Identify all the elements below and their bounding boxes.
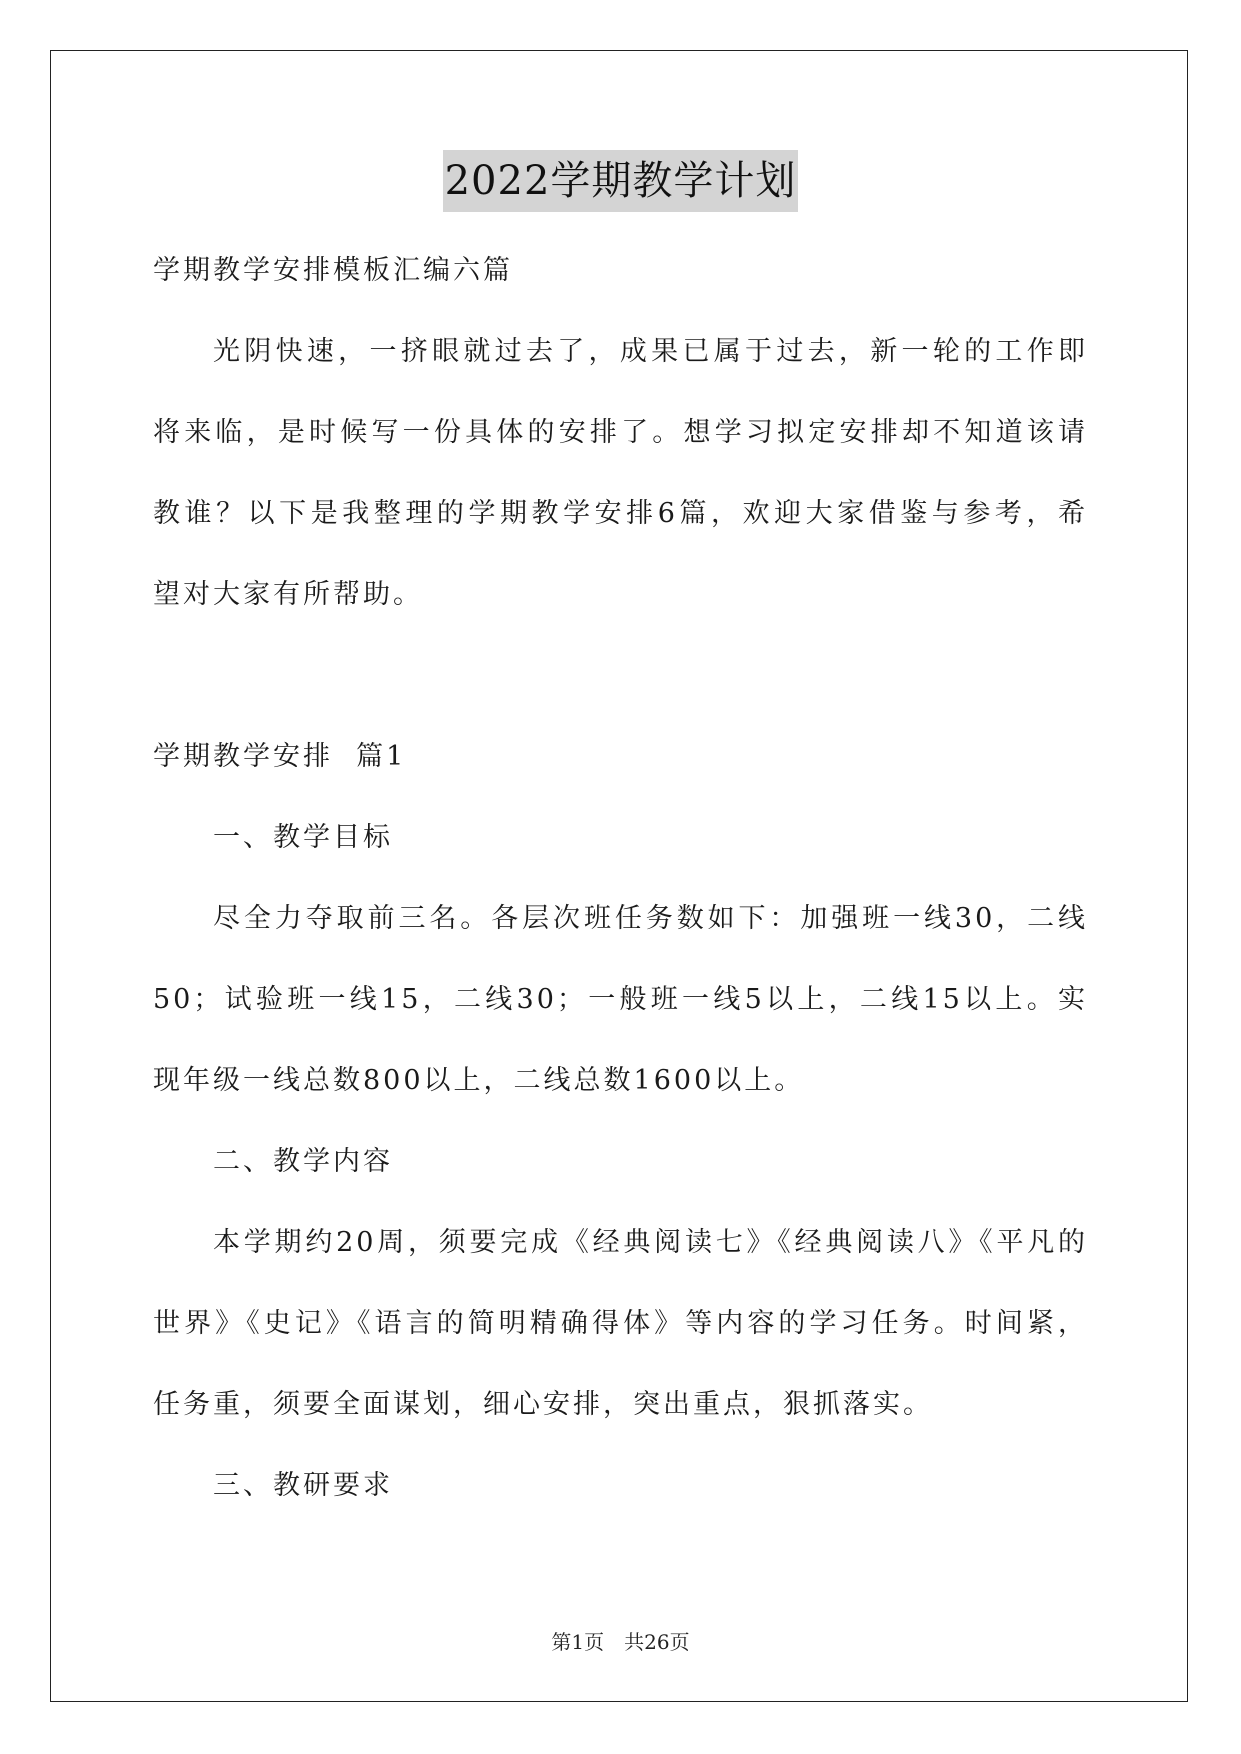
- page-total: 共26页: [624, 1630, 690, 1654]
- content-line-2: 世界》《史记》《语言的简明精确得体》等内容的学习任务。时间紧，: [153, 1308, 1088, 1339]
- content-line-3: 任务重，须要全面谋划，细心安排，突出重点，狠抓落实。: [153, 1389, 933, 1420]
- goal-line-1: 尽全力夺取前三名。各层次班任务数如下：加强班一线30，二线: [213, 903, 1088, 934]
- page-footer: [0, 1626, 1241, 1655]
- heading-research-requirements: 三、教研要求: [213, 1470, 393, 1501]
- heading-teaching-content: 二、教学内容: [213, 1146, 393, 1177]
- spacer: [153, 635, 1088, 716]
- content-line-1: 本学期约20周，须要完成《经典阅读七》《经典阅读八》《平凡的: [213, 1227, 1088, 1258]
- subtitle: 学期教学安排模板汇编六篇: [153, 255, 513, 286]
- intro-line-3: 教谁？以下是我整理的学期教学安排6篇，欢迎大家借鉴与参考，希: [153, 498, 1088, 529]
- goal-line-3: 现年级一线总数800以上，二线总数1600以上。: [153, 1065, 805, 1096]
- section-heading: 学期教学安排 篇1: [153, 741, 407, 772]
- document-body: [153, 230, 1088, 1526]
- heading-teaching-goals: 一、教学目标: [213, 822, 393, 853]
- intro-line-4: 望对大家有所帮助。: [153, 579, 423, 610]
- intro-line-2: 将来临，是时候写一份具体的安排了。想学习拟定安排却不知道该请: [153, 417, 1088, 448]
- page-number: 第1页: [551, 1630, 605, 1654]
- title-container: [0, 150, 1241, 212]
- document-title: 2022学期教学计划: [443, 150, 799, 212]
- intro-line-1: 光阴快速，一挤眼就过去了，成果已属于过去，新一轮的工作即: [213, 336, 1088, 367]
- goal-line-2: 50；试验班一线15，二线30；一般班一线5以上，二线15以上。实: [153, 984, 1088, 1015]
